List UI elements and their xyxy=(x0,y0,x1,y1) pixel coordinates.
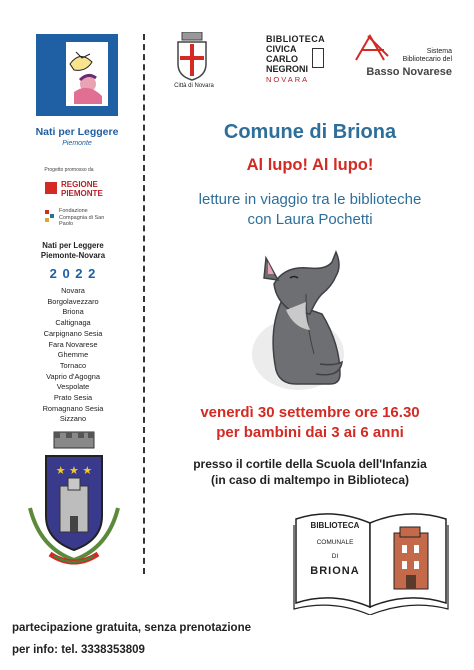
town-item: Vaprio d'Agogna xyxy=(46,371,100,381)
regione-piemonte-logo xyxy=(45,180,125,202)
biblioteca-line-3: CARLO xyxy=(266,54,298,64)
fondazione-emblem-icon xyxy=(45,210,55,222)
citta-label: Città di Novara xyxy=(174,83,214,89)
subtitle-line-1: letture in viaggio tra le biblioteche xyxy=(198,191,422,208)
briona-coat-of-arms xyxy=(20,428,124,578)
date-line: venerdì 30 settembre ore 16.30 xyxy=(200,404,420,421)
svg-text:★ ★ ★: ★ ★ ★ xyxy=(55,464,93,477)
sistema-bibliotecario-logo xyxy=(352,34,452,82)
biblioteca-city: NOVARA xyxy=(266,75,310,84)
fondazione-logo xyxy=(45,208,125,232)
wolf-icon xyxy=(246,244,366,394)
regione-label: REGIONE PIEMONTE xyxy=(61,180,103,198)
regione-emblem-icon xyxy=(45,182,57,194)
fondazione-label: Fondazione Compagnia di San Paolo xyxy=(59,208,105,227)
footer-line-1: partecipazione gratuita, senza prenotazione xyxy=(12,622,251,634)
event-title: Al lupo! Al lupo! xyxy=(246,156,374,174)
town-item: Vespolate xyxy=(56,382,90,392)
biblioteca-line-4: NEGRONI xyxy=(266,64,309,74)
promoted-by: Progetto promosso da xyxy=(44,167,94,173)
town-item: Ghemme xyxy=(57,350,89,360)
book-shelf-icon xyxy=(312,48,324,68)
town-item: Caltignaga xyxy=(55,318,91,328)
town-item: Borgolavezzaro xyxy=(47,296,99,306)
citta-di-novara-logo xyxy=(174,32,210,82)
biblioteca-negroni-logo xyxy=(266,34,326,90)
coat-of-arms-icon xyxy=(20,428,124,578)
sistema-emblem-icon xyxy=(354,34,390,62)
venue-line-1: presso il cortile della Scuola dell'Infanzia xyxy=(193,457,427,471)
town-item: Briona xyxy=(62,307,84,317)
sistema-line-1: Sistema xyxy=(426,48,452,55)
book-line-3: DI xyxy=(331,553,339,560)
audience-line: per bambini dai 3 ai 6 anni xyxy=(216,424,404,441)
wolf-illustration xyxy=(246,244,366,394)
town-item: Prato Sesia xyxy=(53,393,93,403)
comune-title: Comune di Briona xyxy=(223,121,397,143)
town-item: Carpignano Sesia xyxy=(43,328,103,338)
npl-logo-sub: Piemonte xyxy=(62,140,92,147)
book-line-2: COMUNALE xyxy=(316,539,354,546)
reading-child-illustration xyxy=(36,34,118,116)
npl-logo-text: Nati per Leggere xyxy=(35,126,119,138)
towns-list xyxy=(28,286,118,425)
book-line-1: BIBLIOTECA xyxy=(310,521,360,530)
program-title: Nati per Leggere Piemonte-Novara xyxy=(40,241,106,260)
sistema-line-2: Bibliotecario del xyxy=(402,56,452,63)
footer-line-2: per info: tel. 3338353809 xyxy=(12,644,145,656)
biblioteca-line-1: BIBLIOTECA xyxy=(266,34,325,44)
open-book-illustration xyxy=(290,505,452,615)
town-item: Tornaco xyxy=(59,360,87,370)
venue-line-2: (in caso di maltempo in Biblioteca) xyxy=(210,473,410,487)
town-item: Sizzano xyxy=(59,414,87,424)
dashed-divider xyxy=(143,34,145,574)
book-line-4: BRIONA xyxy=(310,565,360,577)
nati-per-leggere-logo xyxy=(36,34,118,116)
novara-crest-icon xyxy=(174,32,210,82)
program-year: 2 0 2 2 xyxy=(49,266,97,281)
town-item: Fara Novarese xyxy=(48,339,98,349)
town-item: Romagnano Sesia xyxy=(42,403,104,413)
sistema-line-3: Basso Novarese xyxy=(366,66,452,78)
town-item: Novara xyxy=(61,286,85,295)
subtitle-line-2: con Laura Pochetti xyxy=(247,211,373,228)
biblioteca-line-2: CIVICA xyxy=(266,44,297,54)
